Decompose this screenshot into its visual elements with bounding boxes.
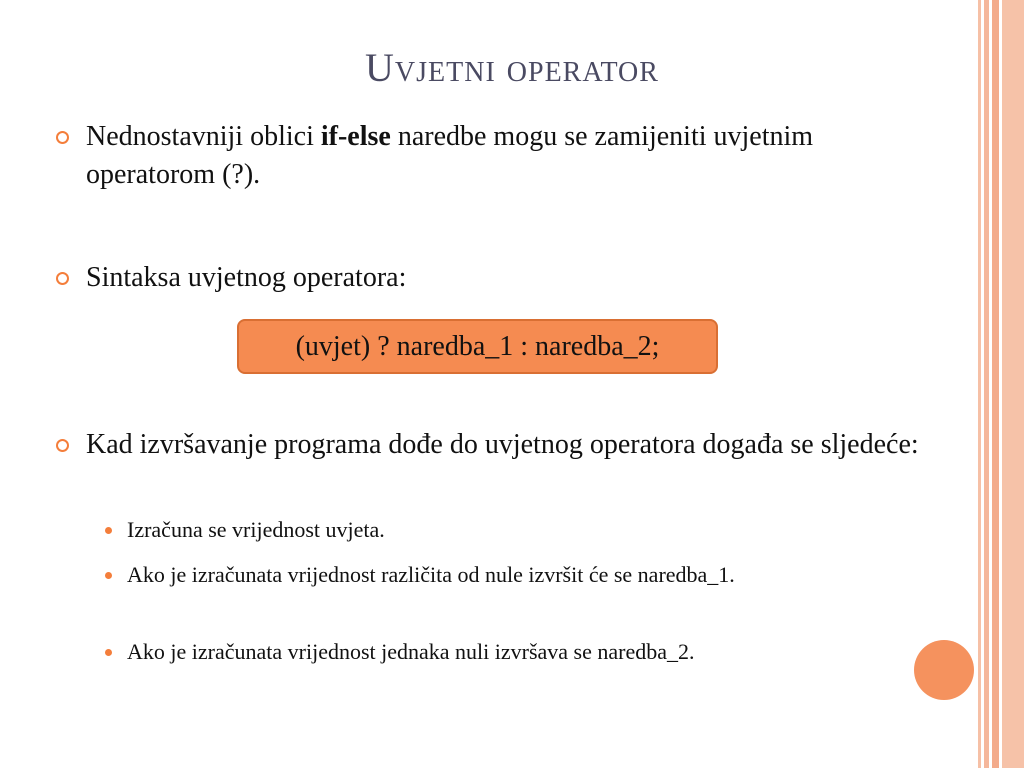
slide-title: Uvjetni operator: [365, 45, 659, 90]
sub-bullet-dot-icon: [105, 572, 112, 579]
bullet-keyword: if-else: [320, 121, 391, 152]
sub-bullet-dot-icon: [105, 527, 112, 534]
syntax-text: (uvjet) ? naredba_1 : naredba_2;: [295, 330, 660, 362]
bullet-text: Kad izvršavanje programa dođe do uvjetnog operatora događa se sljedeće:: [86, 429, 919, 460]
bullet-text: Nednostavniji oblici: [86, 121, 321, 152]
sub-bullet-text: Ako je izračunata vrijednost jednaka nuli izvršava se naredba_2.: [127, 639, 695, 664]
sub-bullet-dot-icon: [105, 649, 112, 656]
syntax-box: [237, 319, 718, 374]
sub-bullet-item: [127, 636, 927, 668]
sub-bullet-text: Izračuna se vrijednost uvjeta.: [127, 517, 385, 542]
bullet-marker-icon: [56, 131, 69, 144]
sub-bullet-item: [127, 559, 927, 591]
bullet-text: naredbe mogu se zamijeniti uvjetnim operatorom (?).: [86, 121, 814, 190]
sub-bullet-text: Ako je izračunata vrijednost različita od nule izvršit će se naredba_1.: [127, 562, 735, 587]
bullet-marker-icon: [56, 439, 69, 452]
sub-bullet-item: [127, 514, 927, 546]
bullet-item: [86, 118, 946, 194]
bullet-text: Sintaksa uvjetnog operatora:: [86, 262, 407, 293]
decorative-stripe: [992, 0, 999, 768]
bullet-marker-icon: [56, 272, 69, 285]
decorative-stripe: [1002, 0, 1024, 768]
bullet-item: [86, 259, 946, 297]
bullet-item: [86, 426, 946, 464]
